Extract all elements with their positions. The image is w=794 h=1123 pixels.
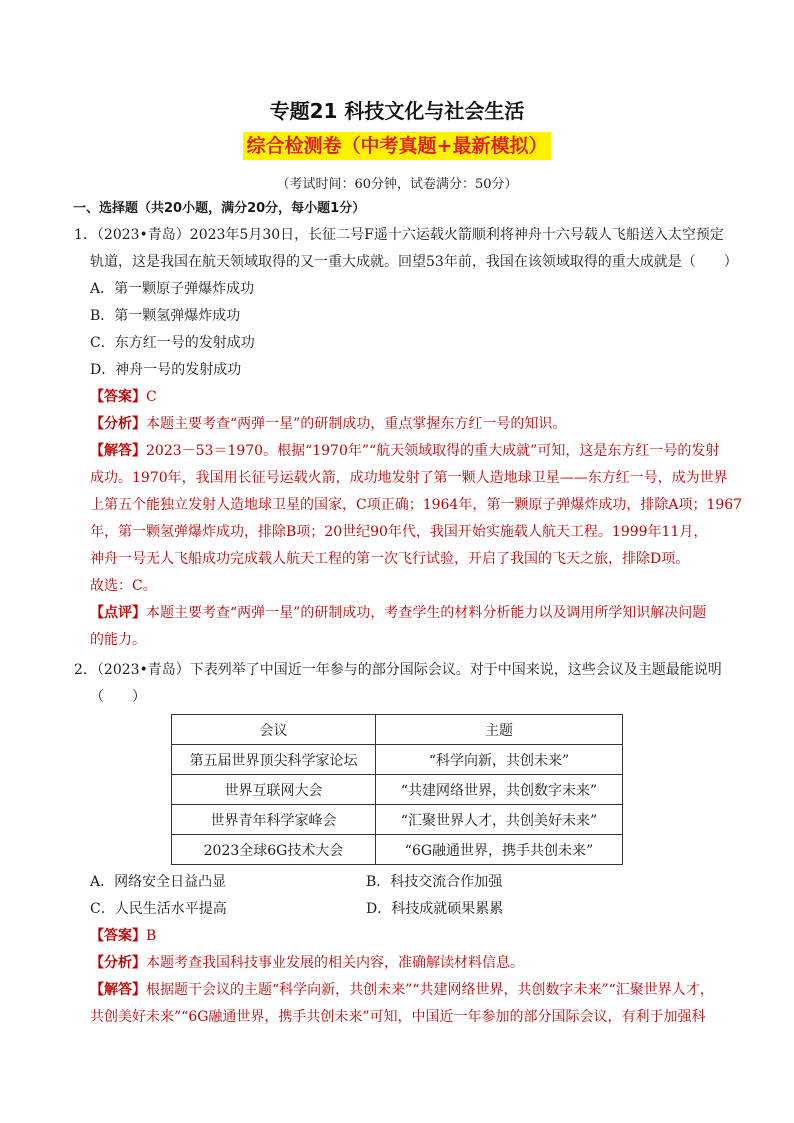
- solution-text: 根据题干会议的主题“科学向新，共创未来”“共建网络世界，共创数字未来”“汇聚世界人才，: [146, 982, 714, 998]
- q2-stem-line1: 2．（2023•青岛）下表列举了中国近一年参与的部分国际会议。对于中国来说，这些会议及主题最能说明: [74, 662, 722, 678]
- exam-info: （考试时间：60分钟，试卷满分：50分）: [276, 177, 518, 192]
- section-heading: 一、选择题（共20小题，满分20分，每小题1分）: [73, 201, 366, 216]
- q1-option-d: D．神舟一号的发射成功: [90, 362, 242, 378]
- q1-solution-line3: 上第五个能独立发射人造地球卫星的国家，C项正确；1964年，第一颗原子弹爆炸成功，排除A项；1967: [90, 497, 743, 513]
- q2-option-b: B．科技交流合作加强: [366, 874, 503, 890]
- q2-option-c: C．人民生活水平提高: [90, 901, 227, 917]
- q2-stem-line2: （ ）: [90, 689, 146, 705]
- q1-solution-line2: 成功。1970年，我国用长征号运载火箭，成功地发射了第一颗人造地球卫星——东方红一号，成为世界: [90, 470, 728, 486]
- q1-solution-line6: 故选：C。: [90, 578, 157, 594]
- q1-comment-line2: 的能力。: [90, 632, 146, 648]
- q2-solution-line1: [90, 981, 714, 999]
- q1-option-b: B．第一颗氢弹爆炸成功: [90, 308, 241, 324]
- q1-solution-line1: [90, 442, 719, 460]
- analysis-text: 本题主要考查“两弹一星”的研制成功，重点掌握东方红一号的知识。: [146, 416, 567, 432]
- table-header-theme: 主题: [376, 715, 623, 745]
- answer-value: C: [146, 389, 157, 405]
- exam-subtitle: 综合检测卷（中考真题+最新模拟）: [243, 132, 552, 160]
- q1-stem-line1: 1．（2023•青岛）2023年5月30日，长征二号F遥十六运载火箭顺利将神舟十六号载人飞船送入太空预定: [74, 227, 724, 243]
- analysis-tag: 【分析】: [90, 416, 146, 432]
- q1-comment-line1: [90, 604, 706, 622]
- q1-solution-line5: 神舟一号无人飞船成功完成载人航天工程的第一次飞行试验，开启了我国的飞天之旅，排除D项。: [90, 551, 690, 567]
- table-cell: “6G融通世界，携手共创未来”: [376, 835, 623, 865]
- solution-tag: 【解答】: [90, 443, 146, 459]
- comment-tag: 【点评】: [90, 605, 146, 621]
- answer-tag: 【答案】: [90, 389, 146, 405]
- q2-option-d: D．科技成就硕果累累: [366, 901, 504, 917]
- q1-analysis: [90, 415, 566, 433]
- answer-value: B: [146, 928, 157, 944]
- page-title: 专题21 科技文化与社会生活: [269, 99, 525, 123]
- q1-option-a: A．第一颗原子弹爆炸成功: [90, 281, 255, 297]
- table-row: [172, 775, 623, 805]
- conference-table: [171, 714, 623, 865]
- table-row: [172, 835, 623, 865]
- analysis-tag: 【分析】: [90, 955, 146, 971]
- q1-stem-line2: 轨道，这是我国在航天领域取得的又一重大成就。回望53年前，我国在该领域取得的重大成就是（ ）: [90, 254, 738, 270]
- table-cell: 世界青年科学家峰会: [172, 805, 376, 835]
- table-cell: 世界互联网大会: [172, 775, 376, 805]
- q1-answer: [90, 388, 157, 406]
- table-cell: “共建网络世界，共创数字未来”: [376, 775, 623, 805]
- solution-tag: 【解答】: [90, 982, 146, 998]
- table-header-conference: 会议: [172, 715, 376, 745]
- subtitle-wrapper: [0, 132, 794, 160]
- q1-option-c: C．东方红一号的发射成功: [90, 335, 255, 351]
- q2-analysis: [90, 954, 524, 972]
- solution-text: 2023－53＝1970。根据“1970年”“航天领域取得的重大成就”可知，这是东方红一号的发射: [146, 443, 720, 459]
- table-row: [172, 805, 623, 835]
- table-cell: 第五届世界顶尖科学家论坛: [172, 745, 376, 775]
- q2-answer: [90, 927, 156, 945]
- analysis-text: 本题考查我国科技事业发展的相关内容，准确解读材料信息。: [146, 955, 524, 971]
- q1-solution-line4: 年，第一颗氢弹爆炸成功，排除B项；20世纪90年代，我国开始实施载人航天工程。1999年11月，: [90, 524, 708, 540]
- table-cell: 2023全球6G技术大会: [172, 835, 376, 865]
- table-cell: “科学向新，共创未来”: [376, 745, 623, 775]
- comment-text: 本题主要考查“两弹一星”的研制成功，考查学生的材料分析能力以及调用所学知识解决问题: [146, 605, 707, 621]
- q2-solution-line2: 共创美好未来”“6G融通世界，携手共创未来”可知，中国近一年参加的部分国际会议，有利于加强科: [90, 1009, 706, 1025]
- table-cell: “汇聚世界人才，共创美好未来”: [376, 805, 623, 835]
- answer-tag: 【答案】: [90, 928, 146, 944]
- q2-option-a: A．网络安全日益凸显: [90, 874, 227, 890]
- table-row: [172, 745, 623, 775]
- table-header-row: [172, 715, 623, 745]
